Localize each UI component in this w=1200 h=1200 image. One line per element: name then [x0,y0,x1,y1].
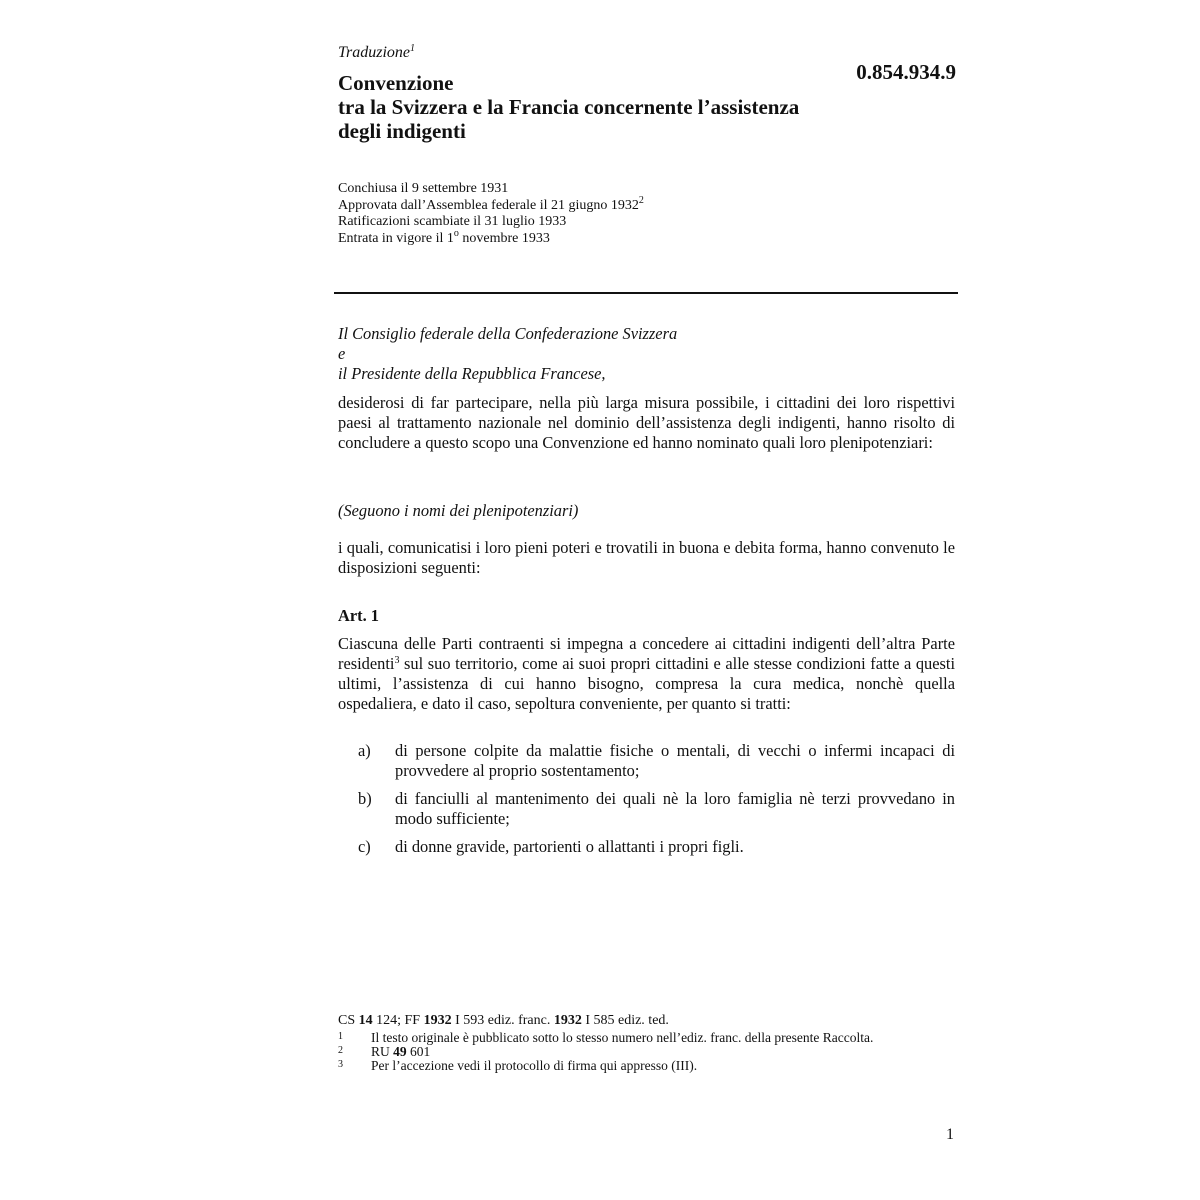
article-text: Ciascuna delle Parti contraenti si impegna a concedere ai cittadini indigenti dell’altra Parte residenti$^3$ sul suo territorio, come ai suoi propri cittadini e alle stesse condizioni fatte a questi ultimi, l’assistenza di cui hanno bisogno, compresa la cura medica, nonchè quella ospedaliera, e dato il caso, sepoltura conveniente, per quanto si tratti: [338,634,955,713]
treaty-metadata [338,181,644,247]
footnote-marker-2: 2 [638,194,644,206]
translation-label: Traduzione$^1$ [338,43,416,61]
meta-concluded: Conchiusa il 9 settembre 1931 [338,181,509,196]
footnotes-section [338,1013,955,1073]
article-list [338,741,955,865]
footnote-marker-1: 1 [410,43,416,54]
official-references: CS 14 124; FF 1932 I 593 ediz. franc. 1932 I 585 ediz. ted. [338,1013,669,1028]
meta-entry-into-force: Entrata in vigore il 1$^o$ novembre 1933 [338,227,550,246]
list-item: c) di donne gravide, partorienti o allattanti i propri figli. [358,837,744,856]
plenipotentiaries-note: (Seguono i nomi dei plenipotenziari) [338,501,579,520]
article-heading: Art. 1 [338,606,379,625]
document-page [338,44,958,1154]
footnote-2: 2 RU 49 601 [338,1043,431,1059]
header-divider [334,292,958,294]
agreement-paragraph: i quali, comunicatisi i loro pieni poteri e trovatili in buona e debita forma, hanno convenuto le disposizioni seguenti: [338,538,955,577]
meta-approved: Approvata dall’Assemblea federale il 21 giugno 1932$^2$ [338,194,644,213]
footnote-3: 3 Per l’accezione vedi il protocollo di firma qui appresso (III). [338,1057,698,1073]
list-item: b) di fanciulli al mantenimento dei quali nè la loro famiglia nè terzi provvedano in modo sufficiente; [358,789,955,828]
footnote-1: 1 Il testo originale è pubblicato sotto lo stesso numero nell’ediz. franc. della presente Raccolta. [338,1029,874,1045]
meta-ratifications: Ratificazioni scambiate il 31 luglio 1933 [338,214,567,229]
document-number: 0.854.934.9 [856,60,956,84]
page-number: 1 [946,1126,954,1143]
footnote-marker-3: 3 [394,655,400,666]
list-item: a) di persone colpite da malattie fisiche o mentali, di vecchi o infermi incapaci di provvedere al proprio sostentamento; [358,741,955,780]
contracting-parties: Il Consiglio federale della Confederazione Svizzera e il Presidente della Repubblica Francese, [338,324,678,383]
document-title: Convenzione tra la Svizzera e la Francia concernente l’assistenza degli indigenti [338,71,800,143]
preamble-paragraph: desiderosi di far partecipare, nella più larga misura possibile, i cittadini dei loro rispettivi paesi al trattamento nazionale nel dominio dell’assistenza degli indigenti, hanno risolto di concludere a questo scopo una Convenzione ed hanno nominato quali loro plenipotenziari: [338,393,955,452]
